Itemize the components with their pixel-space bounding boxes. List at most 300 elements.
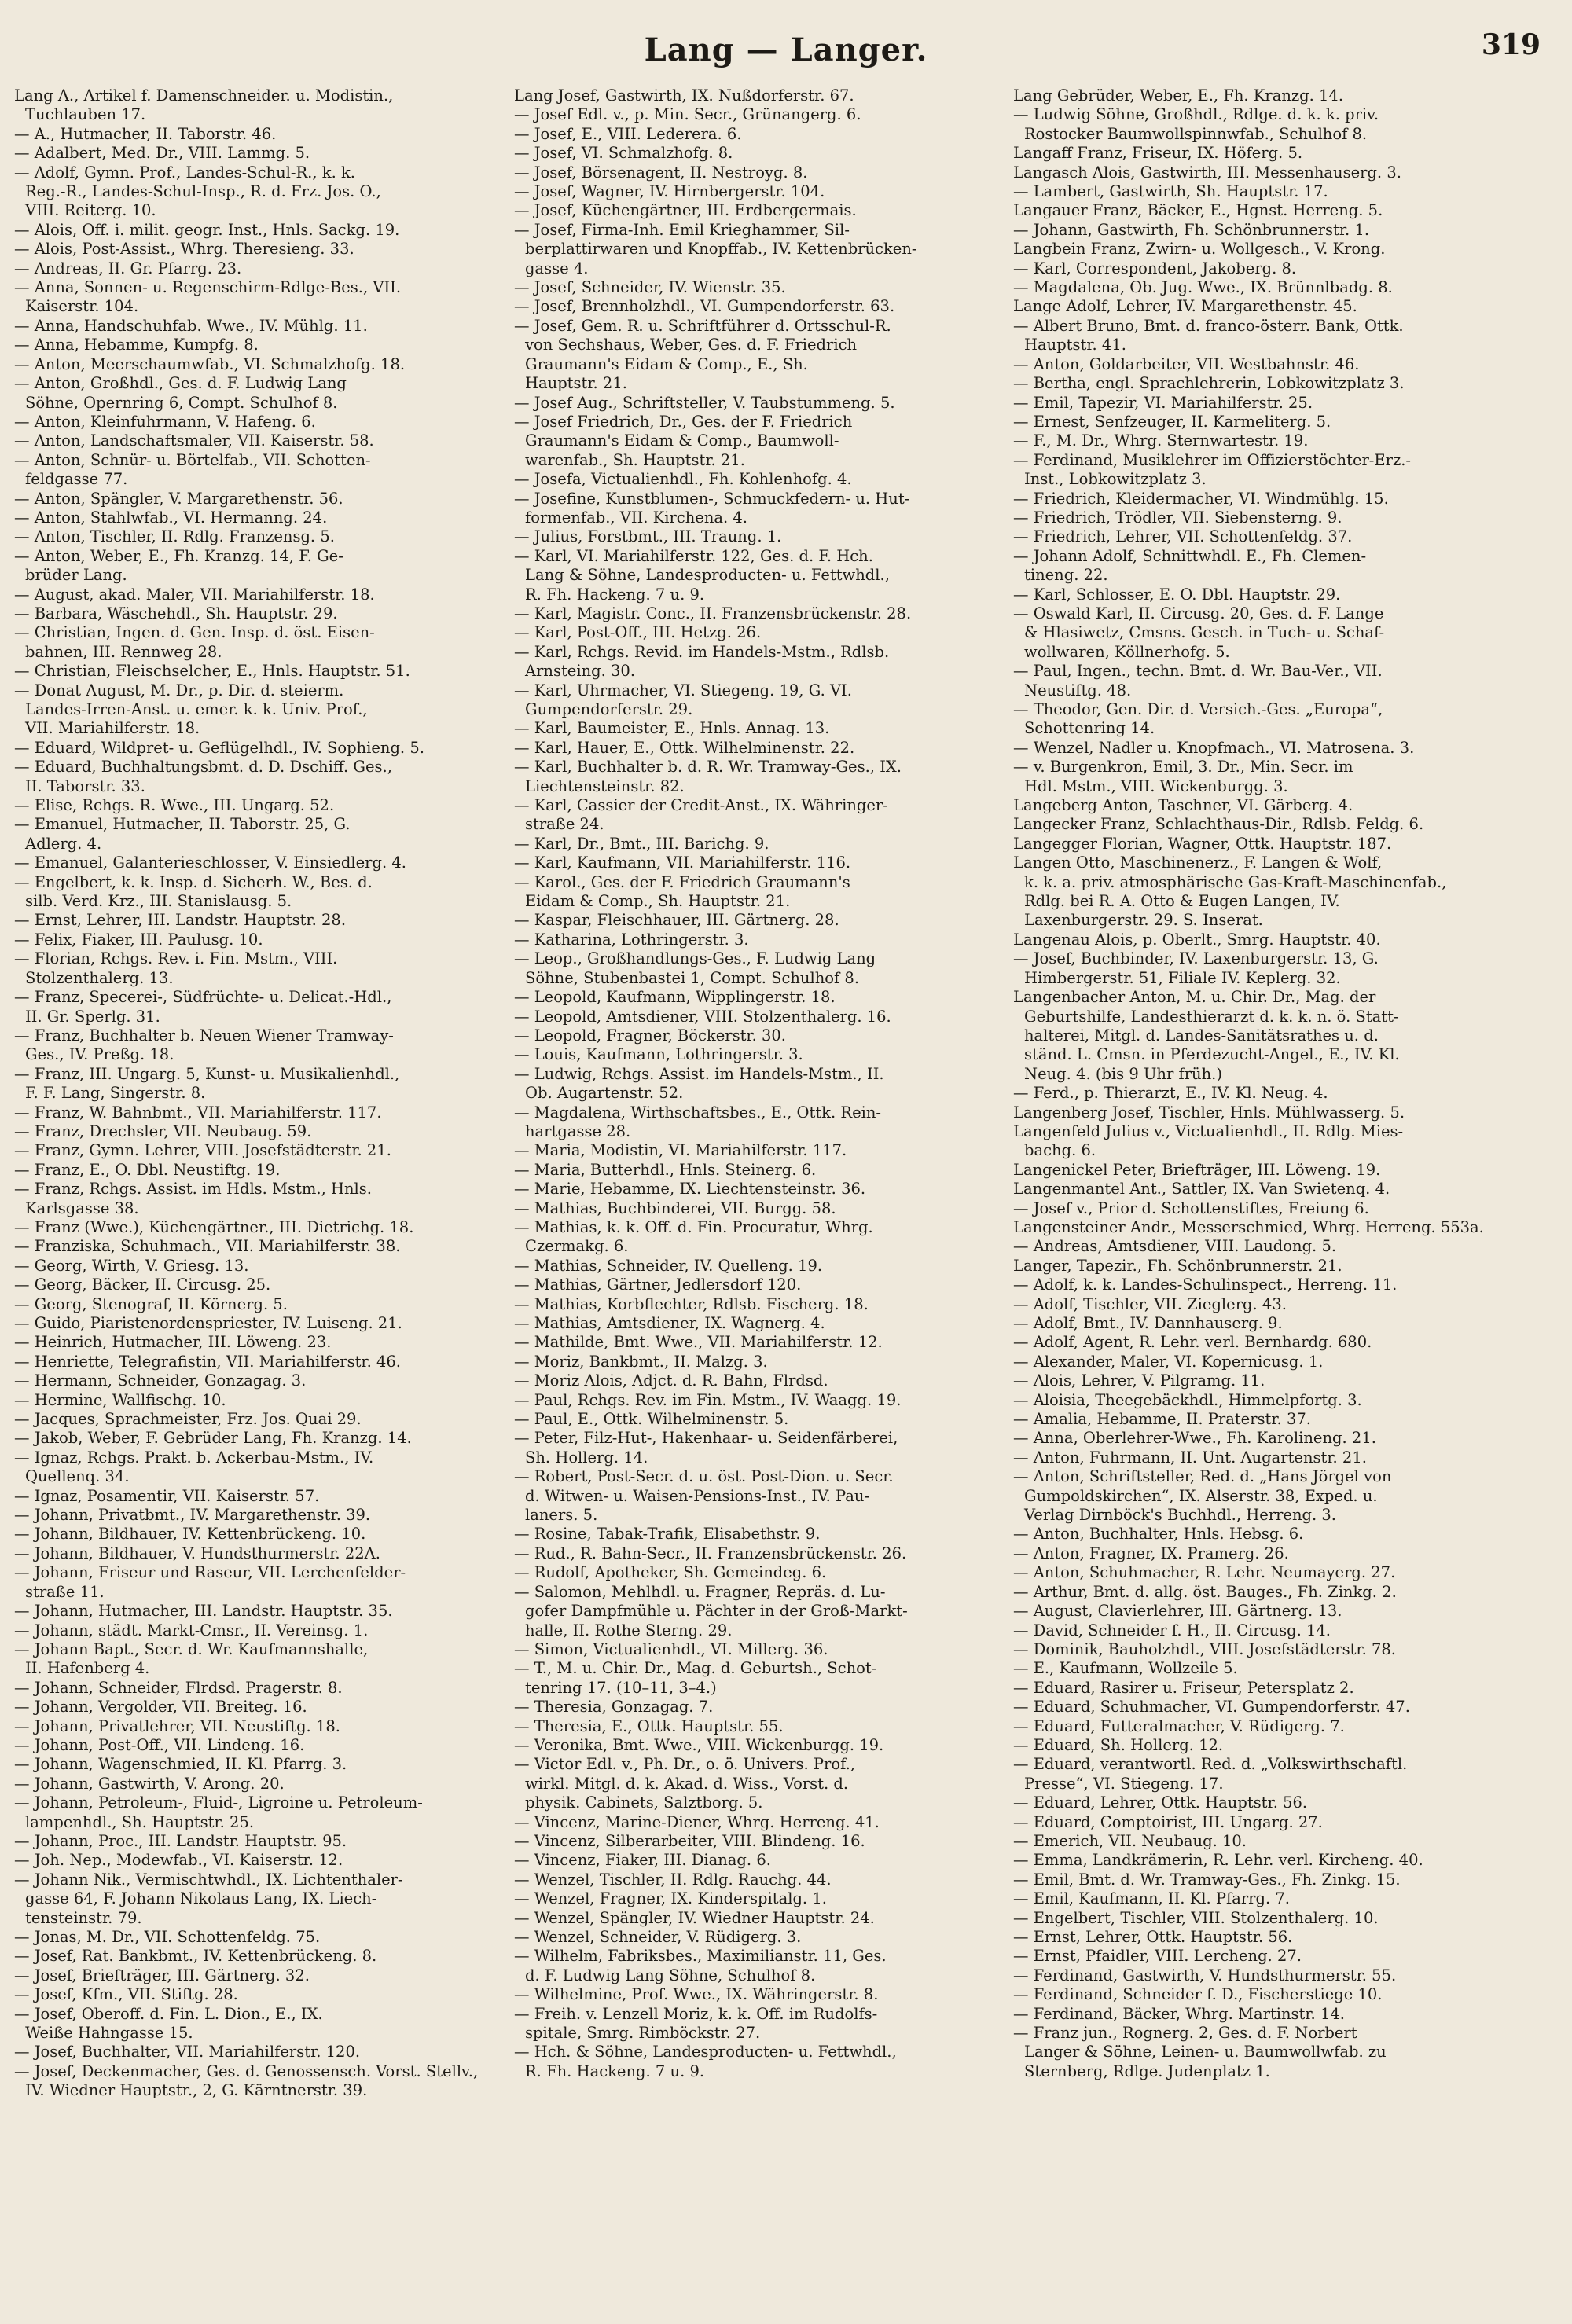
- directory-entry: — Josef, Buchhalter, VII. Mariahilferstr. 120.: [14, 2043, 361, 2061]
- directory-entry: — E., Kaufmann, Wollzeile 5.: [1013, 1659, 1238, 1678]
- directory-entry: — v. Burgenkron, Emil, 3. Dr., Min. Secr. im: [1013, 758, 1353, 777]
- directory-entry: — Anton, Landschaftsmaler, VII. Kaiserstr. 58.: [14, 431, 374, 450]
- directory-column-2: [509, 86, 1008, 2311]
- directory-entry: warenfab., Sh. Hauptstr. 21.: [525, 450, 745, 469]
- directory-entry: — Josef, Brennholzhdl., VI. Gumpendorferstr. 63.: [514, 297, 895, 316]
- directory-entry: — Oswald Karl, II. Circusg. 20, Ges. d. F. Lange: [1013, 604, 1384, 622]
- directory-entry: — Leop., Großhandlungs-Ges., F. Ludwig Lang: [514, 949, 876, 968]
- directory-entry: — Wenzel, Nadler u. Knopfmach., VI. Matrosena. 3.: [1013, 738, 1415, 757]
- directory-entry: — Johann, Wagenschmied, II. Kl. Pfarrg. 3.: [14, 1755, 347, 1774]
- directory-entry: Langenmantel Ant., Sattler, IX. Van Swietenq. 4.: [1013, 1180, 1390, 1199]
- directory-entry: — Anton, Stahlwfab., VI. Hermanng. 24.: [14, 508, 328, 527]
- directory-entry: Stolzenthalerg. 13.: [25, 968, 174, 987]
- directory-entry: — Albert Bruno, Bmt. d. franco-österr. Bank, Ottk.: [1013, 316, 1404, 335]
- directory-entry: feldgasse 77.: [25, 470, 128, 489]
- directory-entry: — Johann, Privatbmt., IV. Margarethenstr. 39.: [14, 1506, 371, 1525]
- directory-column-1: [9, 86, 508, 2311]
- directory-entry: — Josef, Küchengärtner, III. Erdbergermais.: [514, 201, 857, 220]
- directory-entry: — Eduard, Futteralmacher, V. Rüdigerg. 7.: [1013, 1716, 1345, 1735]
- directory-entry: Hauptstr. 21.: [525, 374, 627, 393]
- directory-entry: straße 24.: [525, 815, 604, 834]
- directory-entry: — Salomon, Mehlhdl. u. Fragner, Repräs. d. Lu-: [514, 1582, 886, 1601]
- directory-entry: — Anna, Handschuhfab. Wwe., IV. Mühlg. 11.: [14, 316, 368, 335]
- directory-entry: — Victor Edl. v., Ph. Dr., o. ö. Univers. Prof.,: [514, 1755, 856, 1774]
- directory-entry: — Friedrich, Trödler, VII. Siebensterng. 9.: [1013, 508, 1342, 527]
- directory-entry: — Josef, Kfm., VII. Stiftg. 28.: [14, 1985, 238, 2004]
- directory-entry: — Wilhelmine, Prof. Wwe., IX. Währingerstr. 8.: [514, 1985, 879, 2004]
- directory-entry: gofer Dampfmühle u. Pächter in der Groß-Markt-: [525, 1602, 908, 1621]
- directory-entry: Langecker Franz, Schlachthaus-Dir., Rdlsb. Feldg. 6.: [1013, 815, 1424, 834]
- directory-entry: Langenickel Peter, Briefträger, III. Löweng. 19.: [1013, 1160, 1381, 1179]
- directory-entry: — Franz, E., O. Dbl. Neustiftg. 19.: [14, 1160, 281, 1179]
- directory-entry: — Anton, Tischler, II. Rdlg. Franzensg. 5.: [14, 527, 335, 546]
- directory-entry: Sternberg, Rdlge. Judenplatz 1.: [1024, 2061, 1270, 2080]
- directory-entry: — F., M. Dr., Whrg. Sternwartestr. 19.: [1013, 431, 1309, 450]
- directory-entry: Ob. Augartenstr. 52.: [525, 1084, 684, 1103]
- directory-entry: — Josef, VI. Schmalzhofg. 8.: [514, 144, 733, 163]
- directory-entry: — Franziska, Schuhmach., VII. Mariahilferstr. 38.: [14, 1237, 401, 1256]
- directory-entry: d. Witwen- u. Waisen-Pensions-Inst., IV. Pau-: [525, 1486, 870, 1505]
- directory-columns: [9, 86, 1563, 2311]
- directory-entry: lampenhdl., Sh. Hauptstr. 25.: [25, 1812, 255, 1831]
- directory-entry: — Theresia, Gonzagag. 7.: [514, 1698, 714, 1716]
- directory-entry: — Paul, Ingen., techn. Bmt. d. Wr. Bau-Ver., VII.: [1013, 662, 1383, 681]
- directory-entry: — Emil, Kaufmann, II. Kl. Pfarrg. 7.: [1013, 1889, 1290, 1908]
- directory-entry: gasse 4.: [525, 259, 589, 277]
- directory-entry: — Ignaz, Posamentir, VII. Kaiserstr. 57.: [14, 1486, 320, 1505]
- directory-entry: — T., M. u. Chir. Dr., Mag. d. Geburtsh., Schot-: [514, 1659, 877, 1678]
- directory-entry: — Josefine, Kunstblumen-, Schmuckfedern- u. Hut-: [514, 489, 910, 508]
- directory-entry: gasse 64, F. Johann Nikolaus Lang, IX. Liech-: [25, 1889, 377, 1908]
- directory-entry: — Anna, Hebamme, Kumpfg. 8.: [14, 336, 259, 354]
- directory-entry: — Ernst, Pfaidler, VIII. Lercheng. 27.: [1013, 1947, 1302, 1966]
- directory-entry: — Mathias, Amtsdiener, IX. Wagnerg. 4.: [514, 1314, 825, 1332]
- directory-entry: — Franz, Gymn. Lehrer, VIII. Josefstädterstr. 21.: [14, 1141, 391, 1160]
- directory-entry: — Felix, Fiaker, III. Paulusg. 10.: [14, 930, 263, 949]
- directory-entry: Adlerg. 4.: [25, 834, 102, 853]
- directory-entry: — Marie, Hebamme, IX. Liechtensteinstr. 36.: [514, 1180, 866, 1199]
- directory-entry: — Mathias, Buchbinderei, VII. Burgg. 58.: [514, 1199, 836, 1217]
- directory-entry: — Ferdinand, Bäcker, Whrg. Martinstr. 14.: [1013, 2004, 1345, 2023]
- directory-entry: — Katharina, Lothringerstr. 3.: [514, 930, 749, 949]
- directory-entry: — Mathias, k. k. Off. d. Fin. Procuratur, Whrg.: [514, 1217, 873, 1236]
- directory-entry: Presse“, VI. Stiegeng. 17.: [1024, 1774, 1224, 1793]
- directory-entry: — Emanuel, Hutmacher, II. Taborstr. 25, G.: [14, 815, 351, 834]
- directory-entry: — Anton, Goldarbeiter, VII. Westbahnstr. 46.: [1013, 354, 1360, 373]
- directory-entry: — Jonas, M. Dr., VII. Schottenfeldg. 75.: [14, 1928, 321, 1946]
- directory-entry: Czermakg. 6.: [525, 1237, 629, 1256]
- directory-entry: Gumpoldskirchen“, IX. Alserstr. 38, Exped. u.: [1024, 1486, 1378, 1505]
- directory-entry: Rostocker Baumwollspinnwfab., Schulhof 8.: [1024, 124, 1368, 143]
- directory-entry: Langaff Franz, Friseur, IX. Höferg. 5.: [1013, 144, 1303, 163]
- directory-entry: — Leopold, Kaufmann, Wipplingerstr. 18.: [514, 988, 836, 1007]
- directory-entry: — Johann, Schneider, Flrdsd. Pragerstr. 8.: [14, 1678, 343, 1697]
- directory-entry: — Josef, Oberoff. d. Fin. L. Dion., E., IX.: [14, 2004, 323, 2023]
- directory-entry: — Johann, Privatlehrer, VII. Neustiftg. 18.: [14, 1716, 340, 1735]
- directory-entry: — Ernest, Senfzeuger, II. Karmeliterg. 5.: [1013, 412, 1331, 431]
- directory-entry: — Josef Friedrich, Dr., Ges. der F. Friedrich: [514, 412, 853, 431]
- directory-entry: — Jakob, Weber, F. Gebrüder Lang, Fh. Kranzg. 14.: [14, 1429, 412, 1448]
- directory-entry: Reg.-R., Landes-Schul-Insp., R. d. Frz. Jos. O.,: [25, 182, 381, 201]
- directory-entry: — Lambert, Gastwirth, Sh. Hauptstr. 17.: [1013, 182, 1328, 201]
- directory-entry: Lang & Söhne, Landesproducten- u. Fettwhdl.,: [525, 566, 890, 585]
- directory-entry: — Josef, Gem. R. u. Schriftführer d. Ortsschul-R.: [514, 316, 891, 335]
- directory-entry: Lange Adolf, Lehrer, IV. Margarethenstr. 45.: [1013, 297, 1357, 316]
- directory-entry: — Moriz Alois, Adjct. d. R. Bahn, Flrdsd.: [514, 1371, 828, 1390]
- directory-entry: — Josef, Börsenagent, II. Nestroyg. 8.: [514, 163, 808, 182]
- directory-entry: Lang A., Artikel f. Damenschneider. u. Modistin.,: [14, 86, 394, 105]
- directory-entry: berplattirwaren und Knopffab., IV. Kettenbrücken-: [525, 240, 917, 259]
- directory-entry: — Alois, Lehrer, V. Pilgramg. 11.: [1013, 1371, 1265, 1390]
- directory-entry: — Guido, Piaristenordenspriester, IV. Luiseng. 21.: [14, 1314, 402, 1332]
- directory-entry: laners. 5.: [525, 1506, 598, 1525]
- directory-entry: II. Taborstr. 33.: [25, 777, 145, 795]
- directory-entry: — Karl, Correspondent, Jakoberg. 8.: [1013, 259, 1297, 277]
- directory-entry: silb. Verd. Krz., III. Stanislausg. 5.: [25, 892, 292, 911]
- directory-entry: — Eduard, verantwortl. Red. d. „Volkswirthschaftl.: [1013, 1755, 1408, 1774]
- directory-entry: — Anton, Kleinfuhrmann, V. Hafeng. 6.: [14, 412, 316, 431]
- directory-entry: — Leopold, Amtsdiener, VIII. Stolzenthalerg. 16.: [514, 1007, 891, 1026]
- directory-entry: Hauptstr. 41.: [1024, 336, 1126, 354]
- directory-entry: — Ferd., p. Thierarzt, E., IV. Kl. Neug. 4.: [1013, 1084, 1328, 1103]
- directory-entry: — Mathilde, Bmt. Wwe., VII. Mariahilferstr. 12.: [514, 1333, 883, 1352]
- directory-entry: — Paul, Rchgs. Rev. im Fin. Mstm., IV. Waagg. 19.: [514, 1390, 902, 1409]
- directory-entry: — Rosine, Tabak-Trafik, Elisabethstr. 9.: [514, 1525, 821, 1544]
- directory-entry: — A., Hutmacher, II. Taborstr. 46.: [14, 124, 277, 143]
- directory-entry: — Theodor, Gen. Dir. d. Versich.-Ges. „Europa“,: [1013, 700, 1383, 718]
- directory-entry: — August, akad. Maler, VII. Mariahilferstr. 18.: [14, 585, 375, 604]
- directory-entry: Graumann's Eidam & Comp., Baumwoll-: [525, 431, 839, 450]
- directory-entry: Geburtshilfe, Landesthierarzt d. k. k. n. ö. Statt-: [1024, 1007, 1399, 1026]
- directory-entry: — Anton, Buchhalter, Hnls. Hebsg. 6.: [1013, 1525, 1304, 1544]
- directory-entry: — Julius, Forstbmt., III. Traung. 1.: [514, 527, 782, 546]
- directory-entry: F. F. Lang, Singerstr. 8.: [25, 1084, 206, 1103]
- directory-entry: & Hlasiwetz, Cmsns. Gesch. in Tuch- u. Schaf-: [1024, 623, 1385, 642]
- directory-entry: — Adolf, Tischler, VII. Zieglerg. 43.: [1013, 1294, 1287, 1313]
- directory-entry: — Rudolf, Apotheker, Sh. Gemeindeg. 6.: [514, 1563, 827, 1582]
- directory-entry: — Alexander, Maler, VI. Kopernicusg. 1.: [1013, 1352, 1324, 1371]
- directory-entry: — Mathias, Schneider, IV. Quelleng. 19.: [514, 1256, 823, 1275]
- directory-entry: — Karl, Post-Off., III. Hetzg. 26.: [514, 623, 762, 642]
- directory-entry: — Henriette, Telegrafistin, VII. Mariahilferstr. 46.: [14, 1352, 401, 1371]
- directory-entry: — Georg, Bäcker, II. Circusg. 25.: [14, 1276, 271, 1294]
- directory-entry: Neug. 4. (bis 9 Uhr früh.): [1024, 1064, 1222, 1083]
- directory-entry: — Karl, Rchgs. Revid. im Handels-Mstm., Rdlsb.: [514, 642, 890, 661]
- directory-entry: — Louis, Kaufmann, Lothringerstr. 3.: [514, 1045, 803, 1064]
- directory-entry: — Hermine, Wallfischg. 10.: [14, 1390, 226, 1409]
- directory-entry: — Karl, Uhrmacher, VI. Stiegeng. 19, G. VI.: [514, 681, 852, 699]
- directory-entry: — Ludwig, Rchgs. Assist. im Handels-Mstm., II.: [514, 1064, 884, 1083]
- directory-entry: — Andreas, II. Gr. Pfarrg. 23.: [14, 259, 242, 277]
- directory-entry: — Freih. v. Lenzell Moriz, k. k. Off. im Rudolfs-: [514, 2004, 878, 2023]
- directory-entry: — Rud., R. Bahn-Secr., II. Franzensbrückenstr. 26.: [514, 1544, 907, 1562]
- directory-entry: — Anna, Sonnen- u. Regenschirm-Rdlge-Bes., VII.: [14, 278, 402, 297]
- directory-entry: — Karl, Baumeister, E., Hnls. Annag. 13.: [514, 719, 830, 738]
- directory-entry: brüder Lang.: [25, 566, 127, 585]
- directory-entry: — Eduard, Buchhaltungsbmt. d. D. Dschiff. Ges.,: [14, 758, 392, 777]
- directory-entry: — Karl, Dr., Bmt., III. Barichg. 9.: [514, 834, 769, 853]
- directory-entry: — Josef Edl. v., p. Min. Secr., Grünangerg. 6.: [514, 105, 861, 124]
- directory-entry: — Paul, E., Ottk. Wilhelminenstr. 5.: [514, 1410, 789, 1429]
- directory-entry: Langbein Franz, Zwirn- u. Wollgesch., V. Krong.: [1013, 240, 1386, 259]
- directory-entry: Langer & Söhne, Leinen- u. Baumwollwfab. zu: [1024, 2043, 1387, 2061]
- directory-entry: — Ferdinand, Gastwirth, V. Hundsthurmerstr. 55.: [1013, 1966, 1397, 1984]
- directory-entry: Söhne, Opernring 6, Compt. Schulhof 8.: [25, 393, 338, 412]
- directory-entry: — Magdalena, Wirthschaftsbes., E., Ottk. Rein-: [514, 1103, 882, 1122]
- directory-entry: — Anton, Fragner, IX. Pramerg. 26.: [1013, 1544, 1289, 1562]
- directory-entry: — Franz, W. Bahnbmt., VII. Mariahilferstr. 117.: [14, 1103, 382, 1122]
- directory-entry: — David, Schneider f. H., II. Circusg. 14.: [1013, 1621, 1331, 1639]
- directory-entry: — Georg, Wirth, V. Griesg. 13.: [14, 1256, 249, 1275]
- directory-entry: bahnen, III. Rennweg 28.: [25, 642, 222, 661]
- directory-entry: — Hermann, Schneider, Gonzagag. 3.: [14, 1371, 307, 1390]
- directory-entry: Langeberg Anton, Taschner, VI. Gärberg. 4.: [1013, 796, 1353, 815]
- directory-entry: — Magdalena, Ob. Jug. Wwe., IX. Brünnlbadg. 8.: [1013, 278, 1393, 297]
- directory-entry: Lang Josef, Gastwirth, IX. Nußdorferstr. 67.: [514, 86, 854, 105]
- directory-entry: — Emanuel, Galanterieschlosser, V. Einsiedlerg. 4.: [14, 854, 406, 872]
- directory-entry: — Ignaz, Rchgs. Prakt. b. Ackerbau-Mstm., IV.: [14, 1448, 374, 1467]
- directory-entry: — Johann, Gastwirth, Fh. Schönbrunnerstr. 1.: [1013, 220, 1370, 239]
- directory-entry: Karlsgasse 38.: [25, 1199, 139, 1217]
- directory-entry: — Johann Nik., Vermischtwhdl., IX. Lichtenthaler-: [14, 1870, 403, 1889]
- directory-entry: — Anton, Großhdl., Ges. d. F. Ludwig Lang: [14, 374, 347, 393]
- directory-entry: — Engelbert, Tischler, VIII. Stolzenthalerg. 10.: [1013, 1908, 1379, 1927]
- directory-entry: — Wenzel, Fragner, IX. Kinderspitalg. 1.: [514, 1889, 827, 1908]
- directory-entry: — Adolf, Bmt., IV. Dannhauserg. 9.: [1013, 1314, 1283, 1332]
- directory-entry: R. Fh. Hackeng. 7 u. 9.: [525, 2061, 705, 2080]
- directory-entry: — Josef Aug., Schriftsteller, V. Taubstummeng. 5.: [514, 393, 895, 412]
- directory-entry: — Johann, Gastwirth, V. Arong. 20.: [14, 1774, 285, 1793]
- directory-entry: — Maria, Modistin, VI. Mariahilferstr. 117.: [514, 1141, 847, 1160]
- directory-entry: — Alois, Off. i. milit. geogr. Inst., Hnls. Sackg. 19.: [14, 220, 400, 239]
- directory-entry: VIII. Reiterg. 10.: [25, 201, 156, 220]
- directory-entry: IV. Wiedner Hauptstr., 2, G. Kärntnerstr. 39.: [25, 2081, 368, 2100]
- directory-entry: — Josef, Deckenmacher, Ges. d. Genossensch. Vorst. Stellv.,: [14, 2061, 479, 2080]
- directory-entry: — Friedrich, Kleidermacher, VI. Windmühlg. 15.: [1013, 489, 1389, 508]
- directory-column-3: [1008, 86, 1563, 2311]
- directory-entry: — Anton, Fuhrmann, II. Unt. Augartenstr. 21.: [1013, 1448, 1367, 1467]
- directory-entry: Langenberg Josef, Tischler, Hnls. Mühlwasserg. 5.: [1013, 1103, 1405, 1122]
- directory-entry: — Andreas, Amtsdiener, VIII. Laudong. 5.: [1013, 1237, 1337, 1256]
- directory-entry: halterei, Mitgl. d. Landes-Sanitätsrathes u. d.: [1024, 1026, 1379, 1045]
- directory-entry: — Franz jun., Rognerg. 2, Ges. d. F. Norbert: [1013, 2024, 1357, 2043]
- directory-entry: — Josefa, Victualienhdl., Fh. Kohlenhofg. 4.: [514, 470, 852, 489]
- directory-entry: wollwaren, Köllnerhofg. 5.: [1024, 642, 1230, 661]
- directory-entry: Langen Otto, Maschinenerz., F. Langen & Wolf,: [1013, 854, 1383, 872]
- directory-entry: — Franz, III. Ungarg. 5, Kunst- u. Musikalienhdl.,: [14, 1064, 400, 1083]
- directory-entry: Langer, Tapezir., Fh. Schönbrunnerstr. 21.: [1013, 1256, 1342, 1275]
- directory-entry: Langenbacher Anton, M. u. Chir. Dr., Mag. der: [1013, 988, 1376, 1007]
- directory-entry: — Anna, Oberlehrer-Wwe., Fh. Karolineng. 21.: [1013, 1429, 1376, 1448]
- directory-entry: Hdl. Mstm., VIII. Wickenburgg. 3.: [1024, 777, 1288, 795]
- directory-entry: — Karol., Ges. der F. Friedrich Graumann's: [514, 872, 850, 891]
- directory-entry: spitale, Smrg. Rimböckstr. 27.: [525, 2024, 761, 2043]
- directory-entry: — Emil, Tapezir, VI. Mariahilferstr. 25.: [1013, 393, 1313, 412]
- directory-entry: tensteinstr. 79.: [25, 1908, 142, 1927]
- directory-entry: Kaiserstr. 104.: [25, 297, 139, 316]
- directory-entry: — Georg, Stenograf, II. Körnerg. 5.: [14, 1294, 288, 1313]
- directory-entry: — Florian, Rchgs. Rev. i. Fin. Mstm., VIII.: [14, 949, 338, 968]
- directory-entry: — Karl, Hauer, E., Ottk. Wilhelminenstr. 22.: [514, 738, 855, 757]
- directory-entry: — Johann, Petroleum-, Fluid-, Ligroine u. Petroleum-: [14, 1793, 423, 1812]
- directory-entry: Sh. Hollerg. 14.: [525, 1448, 648, 1467]
- directory-entry: — Adolf, k. k. Landes-Schulinspect., Herreng. 11.: [1013, 1276, 1398, 1294]
- directory-entry: k. k. a. priv. atmosphärische Gas-Kraft-Maschinenfab.,: [1024, 872, 1447, 891]
- directory-entry: — Aloisia, Theegebäckhdl., Himmelpfortg. 3.: [1013, 1390, 1362, 1409]
- directory-entry: Quellenq. 34.: [25, 1467, 130, 1486]
- directory-entry: — Ernst, Lehrer, III. Landstr. Hauptstr. 28.: [14, 911, 347, 930]
- directory-entry: — Emil, Bmt. d. Wr. Tramway-Ges., Fh. Zinkg. 15.: [1013, 1870, 1401, 1889]
- directory-entry: — Arthur, Bmt. d. allg. öst. Bauges., Fh. Zinkg. 2.: [1013, 1582, 1397, 1601]
- directory-entry: Eidam & Comp., Sh. Hauptstr. 21.: [525, 892, 791, 911]
- directory-entry: — Kaspar, Fleischhauer, III. Gärtnerg. 28.: [514, 911, 839, 930]
- directory-entry: — Anton, Spängler, V. Margarethenstr. 56.: [14, 489, 343, 508]
- directory-entry: R. Fh. Hackeng. 7 u. 9.: [525, 585, 705, 604]
- directory-entry: Langauer Franz, Bäcker, E., Hgnst. Herreng. 5.: [1013, 201, 1383, 220]
- directory-entry: — Friedrich, Lehrer, VII. Schottenfeldg. 37.: [1013, 527, 1353, 546]
- directory-entry: — Wilhelm, Fabriksbes., Maximilianstr. 11, Ges.: [514, 1947, 887, 1966]
- directory-entry: — Vincenz, Marine-Diener, Whrg. Herreng. 41.: [514, 1812, 880, 1831]
- directory-entry: — Emerich, VII. Neubaug. 10.: [1013, 1831, 1247, 1850]
- directory-entry: — Adalbert, Med. Dr., VIII. Lammg. 5.: [14, 144, 310, 163]
- directory-entry: — Wenzel, Spängler, IV. Wiedner Hauptstr. 24.: [514, 1908, 875, 1927]
- directory-entry: Verlag Dirnböck's Buchhdl., Herreng. 3.: [1024, 1506, 1336, 1525]
- directory-entry: — Johann Adolf, Schnittwhdl. E., Fh. Clemen-: [1013, 546, 1367, 565]
- directory-entry: — Hch. & Söhne, Landesproducten- u. Fettwhdl.,: [514, 2043, 897, 2061]
- directory-entry: von Sechshaus, Weber, Ges. d. F. Friedrich: [525, 336, 858, 354]
- directory-entry: — Joh. Nep., Modewfab., VI. Kaiserstr. 12.: [14, 1851, 343, 1870]
- directory-entry: — Ludwig Söhne, Großhdl., Rdlge. d. k. k. priv.: [1013, 105, 1379, 124]
- directory-entry: — Peter, Filz-Hut-, Hakenhaar- u. Seidenfärberei,: [514, 1429, 898, 1448]
- directory-entry: — Johann, städt. Markt-Cmsr., II. Vereinsg. 1.: [14, 1621, 369, 1639]
- directory-entry: — Josef, Rat. Bankbmt., IV. Kettenbrückeng. 8.: [14, 1947, 377, 1966]
- directory-entry: tineng. 22.: [1024, 566, 1108, 585]
- directory-entry: — Dominik, Bauholzhdl., VIII. Josefstädterstr. 78.: [1013, 1639, 1396, 1658]
- directory-entry: — Moriz, Bankbmt., II. Malzg. 3.: [514, 1352, 768, 1371]
- directory-entry: Graumann's Eidam & Comp., E., Sh.: [525, 354, 808, 373]
- directory-entry: hartgasse 28.: [525, 1122, 631, 1140]
- directory-entry: — Donat August, M. Dr., p. Dir. d. steierm.: [14, 681, 344, 699]
- directory-entry: Schottenring 14.: [1024, 719, 1155, 738]
- directory-entry: VII. Mariahilferstr. 18.: [25, 719, 200, 738]
- directory-entry: — Josef, E., VIII. Lederera. 6.: [514, 124, 742, 143]
- directory-entry: — Leopold, Fragner, Böckerstr. 30.: [514, 1026, 787, 1045]
- directory-entry: bachg. 6.: [1024, 1141, 1096, 1160]
- directory-entry: II. Gr. Sperlg. 31.: [25, 1007, 160, 1026]
- directory-entry: — Eduard, Rasirer u. Friseur, Petersplatz 2.: [1013, 1678, 1354, 1697]
- directory-entry: Gumpendorferstr. 29.: [525, 700, 693, 718]
- directory-entry: — Emma, Landkrämerin, R. Lehr. verl. Kircheng. 40.: [1013, 1851, 1423, 1870]
- directory-entry: Langenau Alois, p. Oberlt., Smrg. Hauptstr. 40.: [1013, 930, 1381, 949]
- directory-entry: — Wenzel, Tischler, II. Rdlg. Rauchg. 44.: [514, 1870, 832, 1889]
- directory-entry: — Anton, Schuhmacher, R. Lehr. Neumayerg. 27.: [1013, 1563, 1396, 1582]
- directory-entry: Langenfeld Julius v., Victualienhdl., II. Rdlg. Mies-: [1013, 1122, 1404, 1140]
- directory-entry: — Engelbert, k. k. Insp. d. Sicherh. W., Bes. d.: [14, 872, 373, 891]
- directory-entry: — Simon, Victualienhdl., VI. Millerg. 36.: [514, 1639, 828, 1658]
- directory-entry: tenring 17. (10–11, 3–4.): [525, 1678, 717, 1697]
- directory-entry: — Franz (Wwe.), Küchengärtner., III. Dietrichg. 18.: [14, 1217, 414, 1236]
- directory-entry: Landes-Irren-Anst. u. emer. k. k. Univ. Prof.,: [25, 700, 368, 718]
- directory-entry: — Franz, Specerei-, Südfrüchte- u. Delicat.-Hdl.,: [14, 988, 392, 1007]
- directory-entry: straße 11.: [25, 1582, 105, 1601]
- directory-entry: Inst., Lobkowitzplatz 3.: [1024, 470, 1207, 489]
- directory-entry: — Franz, Rchgs. Assist. im Hdls. Mstm., Hnls.: [14, 1180, 372, 1199]
- directory-entry: — Veronika, Bmt. Wwe., VIII. Wickenburgg. 19.: [514, 1735, 884, 1754]
- directory-entry: Himbergerstr. 51, Filiale IV. Keplerg. 32.: [1024, 968, 1341, 987]
- directory-entry: — Elise, Rchgs. R. Wwe., III. Ungarg. 52.: [14, 796, 335, 815]
- directory-entry: — Franz, Buchhalter b. Neuen Wiener Tramway-: [14, 1026, 394, 1045]
- directory-entry: — Johann Bapt., Secr. d. Wr. Kaufmannshalle,: [14, 1639, 369, 1658]
- directory-entry: — Johann, Bildhauer, IV. Kettenbrückeng. 10.: [14, 1525, 366, 1544]
- directory-entry: Arnsteing. 30.: [525, 662, 636, 681]
- directory-entry: — Mathias, Korbflechter, Rdlsb. Fischerg. 18.: [514, 1294, 869, 1313]
- directory-entry: — Johann, Post-Off., VII. Lindeng. 16.: [14, 1735, 305, 1754]
- directory-entry: — Mathias, Gärtner, Jedlersdorf 120.: [514, 1276, 802, 1294]
- directory-entry: — Josef, Schneider, IV. Wienstr. 35.: [514, 278, 786, 297]
- directory-entry: — Adolf, Agent, R. Lehr. verl. Bernhardg. 680.: [1013, 1333, 1372, 1352]
- directory-entry: — Josef, Buchbinder, IV. Laxenburgerstr. 13, G.: [1013, 949, 1379, 968]
- directory-entry: — Josef, Firma-Inh. Emil Krieghammer, Sil-: [514, 220, 850, 239]
- directory-entry: — Wenzel, Schneider, V. Rüdigerg. 3.: [514, 1928, 802, 1946]
- directory-entry: Ges., IV. Preßg. 18.: [25, 1045, 174, 1064]
- directory-entry: Langegger Florian, Wagner, Ottk. Hauptstr. 187.: [1013, 834, 1392, 853]
- directory-entry: — Karl, Cassier der Credit-Anst., IX. Währinger-: [514, 796, 888, 815]
- directory-entry: Rdlg. bei R. A. Otto & Eugen Langen, IV.: [1024, 892, 1340, 911]
- directory-entry: — Christian, Ingen. d. Gen. Insp. d. öst. Eisen-: [14, 623, 375, 642]
- directory-entry: — Franz, Drechsler, VII. Neubaug. 59.: [14, 1122, 312, 1140]
- directory-entry: — Josef, Briefträger, III. Gärtnerg. 32.: [14, 1966, 310, 1984]
- directory-entry: — Karl, VI. Mariahilferstr. 122, Ges. d. F. Hch.: [514, 546, 873, 565]
- directory-entry: — Johann, Vergolder, VII. Breiteg. 16.: [14, 1698, 307, 1716]
- directory-entry: — Vincenz, Fiaker, III. Dianag. 6.: [514, 1851, 771, 1870]
- directory-entry: — Anton, Schnür- u. Börtelfab., VII. Schotten-: [14, 450, 371, 469]
- directory-entry: formenfab., VII. Kirchena. 4.: [525, 508, 748, 527]
- directory-entry: — Anton, Schriftsteller, Red. d. „Hans Jörgel von: [1013, 1467, 1392, 1486]
- page-number: 319: [1481, 28, 1541, 61]
- directory-entry: II. Hafenberg 4.: [25, 1659, 150, 1678]
- directory-entry: d. F. Ludwig Lang Söhne, Schulhof 8.: [525, 1966, 816, 1984]
- directory-entry: — Karl, Buchhalter b. d. R. Wr. Tramway-Ges., IX.: [514, 758, 902, 777]
- directory-entry: — Maria, Butterhdl., Hnls. Steinerg. 6.: [514, 1160, 817, 1179]
- directory-entry: ständ. L. Cmsn. in Pferdezucht-Angel., E., IV. Kl.: [1024, 1045, 1400, 1064]
- directory-entry: — Alois, Post-Assist., Whrg. Theresieng. 33.: [14, 240, 354, 259]
- directory-entry: Neustiftg. 48.: [1024, 681, 1132, 699]
- directory-entry: Liechtensteinstr. 82.: [525, 777, 685, 795]
- directory-entry: wirkl. Mitgl. d. k. Akad. d. Wiss., Vorst. d.: [525, 1774, 849, 1793]
- directory-entry: — Ernst, Lehrer, Ottk. Hauptstr. 56.: [1013, 1928, 1293, 1946]
- directory-entry: — Ferdinand, Schneider f. D., Fischerstiege 10.: [1013, 1985, 1383, 2004]
- directory-entry: — August, Clavierlehrer, III. Gärtnerg. 13.: [1013, 1602, 1342, 1621]
- directory-entry: — Heinrich, Hutmacher, III. Löweng. 23.: [14, 1333, 332, 1352]
- directory-entry: — Jacques, Sprachmeister, Frz. Jos. Quai 29.: [14, 1410, 362, 1429]
- directory-entry: — Christian, Fleischselcher, E., Hnls. Hauptstr. 51.: [14, 662, 410, 681]
- directory-entry: — Josef, Wagner, IV. Hirnbergerstr. 104.: [514, 182, 825, 201]
- directory-entry: — Karl, Magistr. Conc., II. Franzensbrückenstr. 28.: [514, 604, 912, 622]
- directory-entry: — Eduard, Lehrer, Ottk. Hauptstr. 56.: [1013, 1793, 1308, 1812]
- directory-entry: — Johann, Bildhauer, V. Hundsthurmerstr. 22A.: [14, 1544, 380, 1562]
- directory-entry: — Bertha, engl. Sprachlehrerin, Lobkowitzplatz 3.: [1013, 374, 1405, 393]
- page-header-title: Lang — Langer.: [644, 31, 928, 68]
- directory-entry: — Eduard, Wildpret- u. Geflügelhdl., IV. Sophieng. 5.: [14, 738, 424, 757]
- directory-entry: Laxenburgerstr. 29. S. Inserat.: [1024, 911, 1263, 930]
- directory-entry: — Barbara, Wäschehdl., Sh. Hauptstr. 29.: [14, 604, 338, 622]
- directory-entry: — Robert, Post-Secr. d. u. öst. Post-Dion. u. Secr.: [514, 1467, 894, 1486]
- directory-entry: halle, II. Rothe Sterng. 29.: [525, 1621, 733, 1639]
- directory-entry: — Karl, Schlosser, E. O. Dbl. Hauptstr. 29.: [1013, 585, 1341, 604]
- directory-entry: — Theresia, E., Ottk. Hauptstr. 55.: [514, 1716, 784, 1735]
- directory-entry: — Anton, Weber, E., Fh. Kranzg. 14, F. Ge-: [14, 546, 343, 565]
- directory-entry: — Ferdinand, Musiklehrer im Offizierstöchter-Erz.-: [1013, 450, 1412, 469]
